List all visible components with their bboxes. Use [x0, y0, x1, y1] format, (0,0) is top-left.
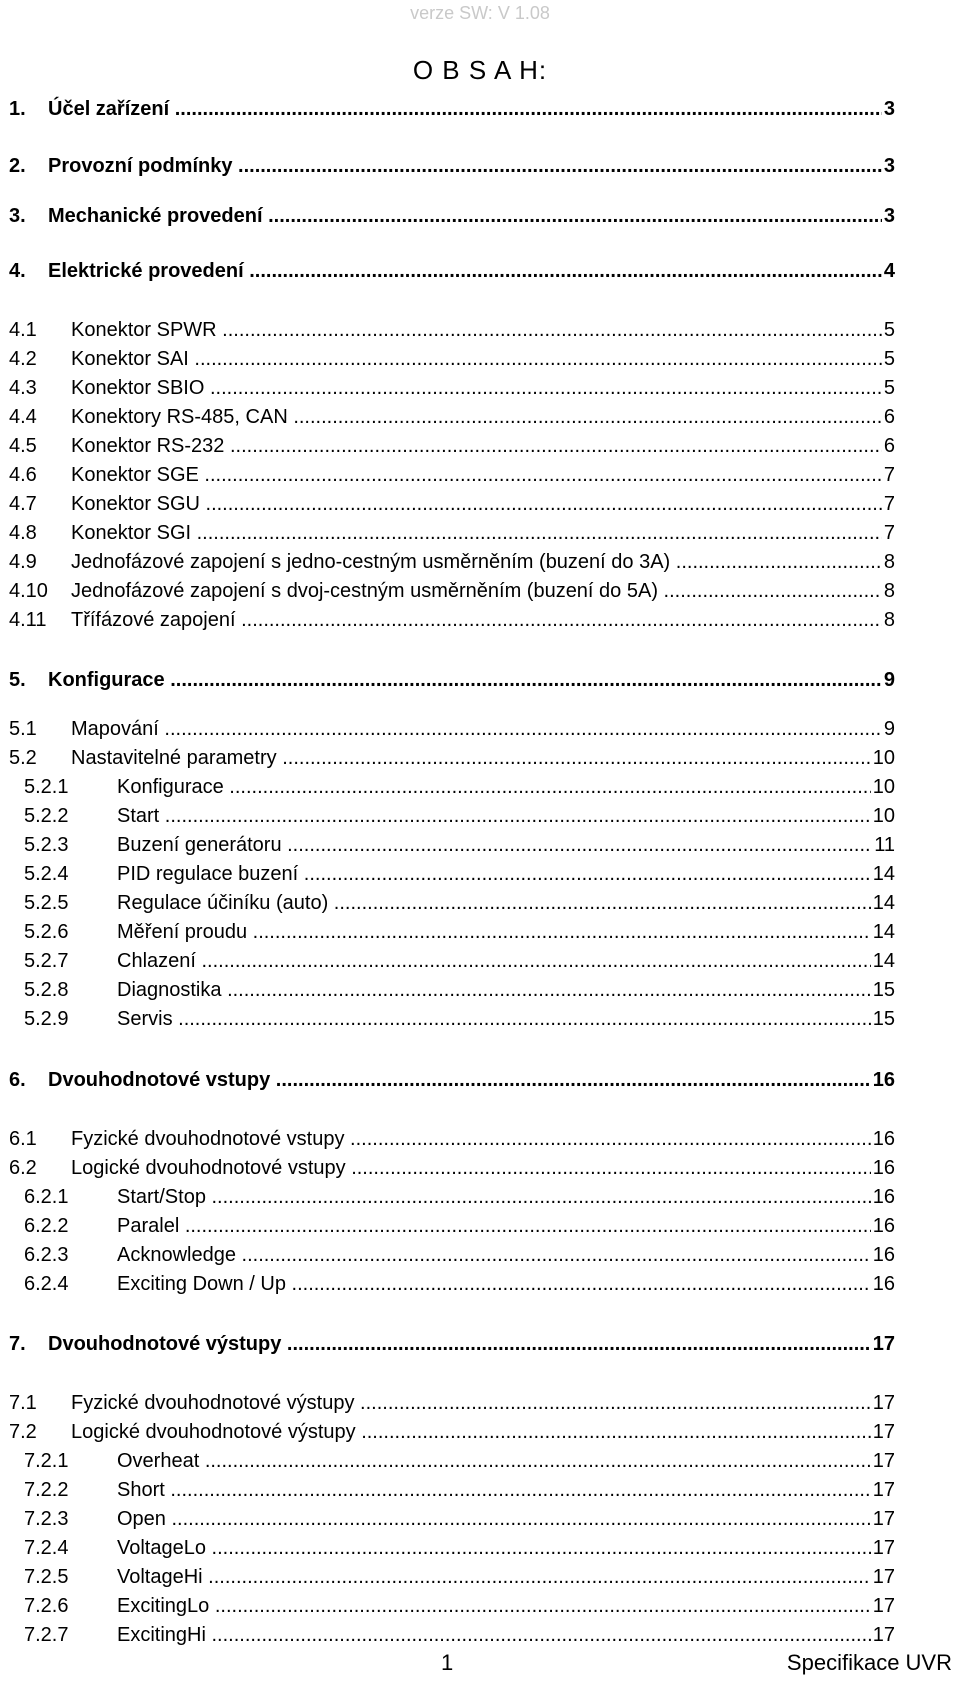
toc-entry-title [117, 1242, 871, 1268]
toc-entry-title [71, 520, 882, 546]
toc-entry[interactable] [24, 948, 895, 974]
toc-entry-title [71, 1419, 871, 1445]
toc-entry-number: 5.2.5 [24, 892, 69, 914]
toc-entry-title [48, 1331, 871, 1357]
toc-entry-page: 9 [883, 718, 895, 740]
toc-entry[interactable] [24, 1006, 895, 1032]
toc-entry-title [71, 433, 882, 459]
toc-entry-number: 4.8 [9, 522, 37, 544]
toc-entry-title [117, 1006, 871, 1032]
toc-entry-title-text: Konektor SGE [71, 464, 199, 486]
toc-entry-number: 7.2.5 [24, 1566, 69, 1588]
toc-entry-page: 14 [872, 892, 895, 914]
toc-entry-number: 5.2.2 [24, 805, 69, 827]
toc-entry-title-text: Start [117, 805, 160, 827]
toc-entry[interactable] [24, 774, 895, 800]
toc-entry-title [71, 346, 882, 372]
toc-entry-number: 4.2 [9, 348, 37, 370]
toc-entry-title-text: Acknowledge [117, 1244, 236, 1266]
toc-entry-title-text: VoltageHi [117, 1566, 203, 1588]
toc-entry-page: 6 [883, 406, 895, 428]
toc-entry-title [117, 803, 871, 829]
toc-entry-title [48, 258, 882, 284]
toc-entry-page: 16 [872, 1186, 895, 1208]
toc-entry-page: 17 [872, 1392, 895, 1414]
toc-entry-number: 5.2 [9, 747, 37, 769]
toc-entry-title-text: Diagnostika [117, 979, 222, 1001]
toc-entry-page: 14 [872, 950, 895, 972]
toc-entry-title [117, 774, 871, 800]
toc-entry-number: 7.2.7 [24, 1624, 69, 1646]
toc-entry-title [117, 832, 872, 858]
toc-entry-page: 17 [872, 1566, 895, 1588]
toc-entry-page: 6 [883, 435, 895, 457]
toc-entry-number: 1. [9, 98, 26, 120]
toc-entry-title-text: Logické dvouhodnotové výstupy [71, 1421, 356, 1443]
toc-entry-page: 8 [883, 609, 895, 631]
toc-entry-page: 10 [872, 776, 895, 798]
toc-entry-page: 14 [872, 921, 895, 943]
toc-entry[interactable] [9, 549, 895, 575]
toc-entry[interactable] [9, 745, 895, 771]
toc-entry[interactable] [24, 1477, 895, 1503]
toc-entry[interactable] [24, 1242, 895, 1268]
toc-entry-title-text: Exciting Down / Up [117, 1273, 286, 1295]
toc-entry-title [71, 578, 882, 604]
toc-entry-title-text: Konektor SAI [71, 348, 189, 370]
toc-entry-title-text: Paralel [117, 1215, 180, 1237]
toc-entry-page: 4 [883, 260, 895, 282]
toc-entry[interactable] [24, 861, 895, 887]
toc-entry-title [117, 977, 871, 1003]
toc-entry-number: 5.1 [9, 718, 37, 740]
toc-entry-title-text: Open [117, 1508, 166, 1530]
toc-title: O B S A H: [412, 55, 548, 85]
toc-entry-page: 17 [872, 1537, 895, 1559]
toc-entry-number: 5.2.9 [24, 1008, 69, 1030]
toc-entry-number: 5.2.7 [24, 950, 69, 972]
version-watermark: verze SW: V 1.08 [410, 3, 550, 23]
toc-entry[interactable] [24, 1593, 895, 1619]
toc-entry[interactable] [24, 1506, 895, 1532]
toc-entry-title-text: Konektory RS-485, CAN [71, 406, 288, 428]
toc-entry-page: 5 [883, 348, 895, 370]
toc-entry-title [71, 491, 882, 517]
toc-entry-number: 6.2.1 [24, 1186, 69, 1208]
toc-entry-title-text: Jednofázové zapojení s dvoj-cestným usměrněním (buzení do 5A) [71, 580, 658, 602]
toc-entry-title [48, 667, 882, 693]
toc-entry-title [117, 919, 871, 945]
toc-entry-page: 17 [872, 1479, 895, 1501]
toc-entry-title-text: Overheat [117, 1450, 200, 1472]
toc-entry[interactable] [9, 462, 895, 488]
toc-entry-number: 7. [9, 1333, 26, 1355]
toc-entry-title-text: Mechanické provedení [48, 205, 263, 227]
toc-entry-page: 3 [883, 155, 895, 177]
toc-entry[interactable] [24, 919, 895, 945]
toc-entry-page: 17 [872, 1508, 895, 1530]
toc-entry-number: 7.1 [9, 1392, 37, 1414]
toc-entry[interactable] [9, 96, 895, 122]
toc-entry-number: 4.1 [9, 319, 37, 341]
toc-entry-title [117, 1593, 871, 1619]
toc-entry[interactable] [9, 1390, 895, 1416]
toc-entry-number: 4. [9, 260, 26, 282]
toc-entry-page: 11 [874, 834, 895, 856]
toc-entry-page: 9 [883, 669, 895, 691]
toc-entry-title-text: Konektor SBIO [71, 377, 205, 399]
toc-entry-page: 17 [872, 1450, 895, 1472]
toc-entry-title [117, 1184, 871, 1210]
toc-entry-title-text: Servis [117, 1008, 173, 1030]
toc-entry-title [117, 1535, 871, 1561]
toc-entry-title-text: Třífázové zapojení [71, 609, 236, 631]
toc-entry-number: 5.2.8 [24, 979, 69, 1001]
toc-entry-title [117, 1448, 871, 1474]
toc-entry-title-text: Fyzické dvouhodnotové vstupy [71, 1128, 345, 1150]
toc-entry-page: 14 [872, 863, 895, 885]
toc-entry-title-text: Konektor RS-232 [71, 435, 225, 457]
toc-entry-number: 3. [9, 205, 26, 227]
toc-entry[interactable] [24, 1535, 895, 1561]
toc-entry-title-text: Účel zařízení [48, 98, 170, 120]
toc-entry-number: 5.2.3 [24, 834, 69, 856]
toc-entry-title-text: Dvouhodnotové vstupy [48, 1069, 271, 1091]
toc-entry[interactable] [9, 520, 895, 546]
toc-entry-title [48, 203, 882, 229]
toc-entry-page: 17 [872, 1624, 895, 1646]
toc-entry-page: 16 [872, 1244, 895, 1266]
toc-entry-title [117, 948, 871, 974]
toc-entry[interactable] [24, 977, 895, 1003]
toc-entry-page: 16 [872, 1273, 895, 1295]
toc-entry-title [117, 1477, 871, 1503]
toc-entry-title-text: Konektor SGI [71, 522, 192, 544]
toc-entry-title [48, 96, 882, 122]
toc-entry[interactable] [24, 890, 895, 916]
toc-entry-title-text: Konfigurace [117, 776, 224, 798]
toc-entry[interactable] [9, 1126, 895, 1152]
toc-entry-page: 17 [872, 1595, 895, 1617]
toc-entry-page: 10 [872, 747, 895, 769]
toc-entry-title [71, 462, 882, 488]
toc-entry-page: 15 [872, 1008, 895, 1030]
toc-entry[interactable] [9, 607, 895, 633]
toc-entry-title [117, 1622, 871, 1648]
toc-entry-title [117, 861, 871, 887]
toc-entry-title-text: Short [117, 1479, 165, 1501]
toc-entry-number: 4.11 [9, 609, 47, 631]
toc-entry-number: 6.2 [9, 1157, 37, 1179]
toc-entry-page: 16 [872, 1069, 895, 1091]
toc-entry-number: 6.2.4 [24, 1273, 69, 1295]
toc-entry[interactable] [24, 1564, 895, 1590]
toc-entry-number: 5.2.1 [24, 776, 69, 798]
toc-entry-title-text: Regulace účiníku (auto) [117, 892, 329, 914]
toc-entry[interactable] [24, 1448, 895, 1474]
toc-entry-number: 4.6 [9, 464, 37, 486]
page-number: 1 [441, 1650, 454, 1675]
toc-entry-title-text: ExcitingLo [117, 1595, 210, 1617]
toc-entry-number: 6.1 [9, 1128, 37, 1150]
toc-entry-title [71, 549, 882, 575]
toc-entry-title-text: Logické dvouhodnotové vstupy [71, 1157, 346, 1179]
toc-entry-number: 4.5 [9, 435, 37, 457]
toc-entry-page: 7 [883, 464, 895, 486]
toc-entry-page: 16 [872, 1128, 895, 1150]
toc-entry-page: 16 [872, 1215, 895, 1237]
toc-entry[interactable] [9, 716, 895, 742]
toc-entry[interactable] [24, 1213, 895, 1239]
toc-entry-page: 5 [883, 319, 895, 341]
toc-entry-page: 3 [883, 98, 895, 120]
toc-entry-number: 4.7 [9, 493, 37, 515]
toc-entry-title-text: Fyzické dvouhodnotové výstupy [71, 1392, 355, 1414]
toc-entry-number: 5. [9, 669, 26, 691]
toc-entry-title-text: Start/Stop [117, 1186, 206, 1208]
toc-entry-title-text: ExcitingHi [117, 1624, 206, 1646]
toc-entry-page: 7 [883, 493, 895, 515]
toc-entry-title-text: Konektor SPWR [71, 319, 217, 341]
toc-entry[interactable] [24, 832, 895, 858]
toc-entry[interactable] [24, 1184, 895, 1210]
toc-entry-title [71, 317, 882, 343]
toc-entry[interactable] [9, 258, 895, 284]
toc-entry-title [71, 745, 871, 771]
toc-entry-title [117, 1564, 871, 1590]
toc-entry-title-text: Konfigurace [48, 669, 165, 691]
toc-entry-page: 8 [883, 580, 895, 602]
toc-entry-title [71, 716, 882, 742]
toc-entry[interactable] [9, 1155, 895, 1181]
toc-entry-page: 16 [872, 1157, 895, 1179]
toc-entry-title [117, 890, 871, 916]
toc-entry-title-text: Měření proudu [117, 921, 248, 943]
toc-entry[interactable] [9, 491, 895, 517]
toc-entry-page: 3 [883, 205, 895, 227]
toc-entry[interactable] [9, 317, 895, 343]
toc-entry-number: 4.9 [9, 551, 37, 573]
toc-entry-number: 7.2.6 [24, 1595, 69, 1617]
toc-entry[interactable] [24, 1271, 895, 1297]
toc-entry[interactable] [24, 1622, 895, 1648]
toc-entry-number: 6.2.2 [24, 1215, 69, 1237]
toc-entry-number: 5.2.6 [24, 921, 69, 943]
toc-entry-title-text: Dvouhodnotové výstupy [48, 1333, 282, 1355]
toc-entry-title [71, 1155, 871, 1181]
toc-entry[interactable] [9, 667, 895, 693]
toc-entry[interactable] [9, 1419, 895, 1445]
toc-entry-title [48, 1067, 871, 1093]
toc-entry-page: 17 [872, 1333, 895, 1355]
toc-entry-title [117, 1271, 871, 1297]
toc-entry-title-text: Chlazení [117, 950, 196, 972]
toc-entry-title [71, 1126, 871, 1152]
toc-entry-title [71, 607, 882, 633]
toc-entry[interactable] [9, 1067, 895, 1093]
toc-entry-page: 10 [872, 805, 895, 827]
toc-entry[interactable] [24, 803, 895, 829]
toc-entry-title-text: Buzení generátoru [117, 834, 282, 856]
toc-entry-number: 7.2 [9, 1421, 37, 1443]
toc-entry[interactable] [9, 433, 895, 459]
toc-entry[interactable] [9, 404, 895, 430]
toc-entry-title [48, 153, 882, 179]
toc-entry-number: 7.2.1 [24, 1450, 69, 1472]
document-name: Specifikace UVR [786, 1650, 952, 1675]
toc-entry-title-text: Jednofázové zapojení s jedno-cestným usměrněním (buzení do 3A) [71, 551, 671, 573]
toc-entry-page: 7 [883, 522, 895, 544]
toc-entry[interactable] [9, 578, 895, 604]
toc-entry-title-text: Mapování [71, 718, 159, 740]
toc-entry[interactable] [9, 1331, 895, 1357]
toc-entry-number: 6.2.3 [24, 1244, 69, 1266]
toc-entry[interactable] [9, 375, 895, 401]
toc-entry-page: 5 [883, 377, 895, 399]
toc-entry-number: 2. [9, 155, 26, 177]
toc-entry-number: 4.4 [9, 406, 37, 428]
toc-entry-number: 7.2.2 [24, 1479, 69, 1501]
toc-entry-number: 6. [9, 1069, 26, 1091]
toc-entry-number: 4.10 [9, 580, 48, 602]
toc-entry[interactable] [9, 203, 895, 229]
toc-entry-title [117, 1506, 871, 1532]
toc-entry-page: 15 [872, 979, 895, 1001]
toc-entry-page: 8 [883, 551, 895, 573]
toc-entry-title-text: VoltageLo [117, 1537, 206, 1559]
toc-entry-title-text: Elektrické provedení [48, 260, 244, 282]
toc-entry-number: 5.2.4 [24, 863, 69, 885]
toc-entry-title-text: Nastavitelné parametry [71, 747, 277, 769]
toc-entry-title-text: PID regulace buzení [117, 863, 299, 885]
toc-entry-title-text: Konektor SGU [71, 493, 200, 515]
toc-entry-title [71, 404, 882, 430]
toc-entry[interactable] [9, 153, 895, 179]
toc-entry-number: 4.3 [9, 377, 37, 399]
toc-entry-number: 7.2.3 [24, 1508, 69, 1530]
toc-entry-title [71, 1390, 871, 1416]
toc-entry-title [71, 375, 882, 401]
toc-entry[interactable] [9, 346, 895, 372]
toc-entry-title-text: Provozní podmínky [48, 155, 233, 177]
toc-entry-number: 7.2.4 [24, 1537, 69, 1559]
toc-entry-page: 17 [872, 1421, 895, 1443]
toc-entry-title [117, 1213, 871, 1239]
